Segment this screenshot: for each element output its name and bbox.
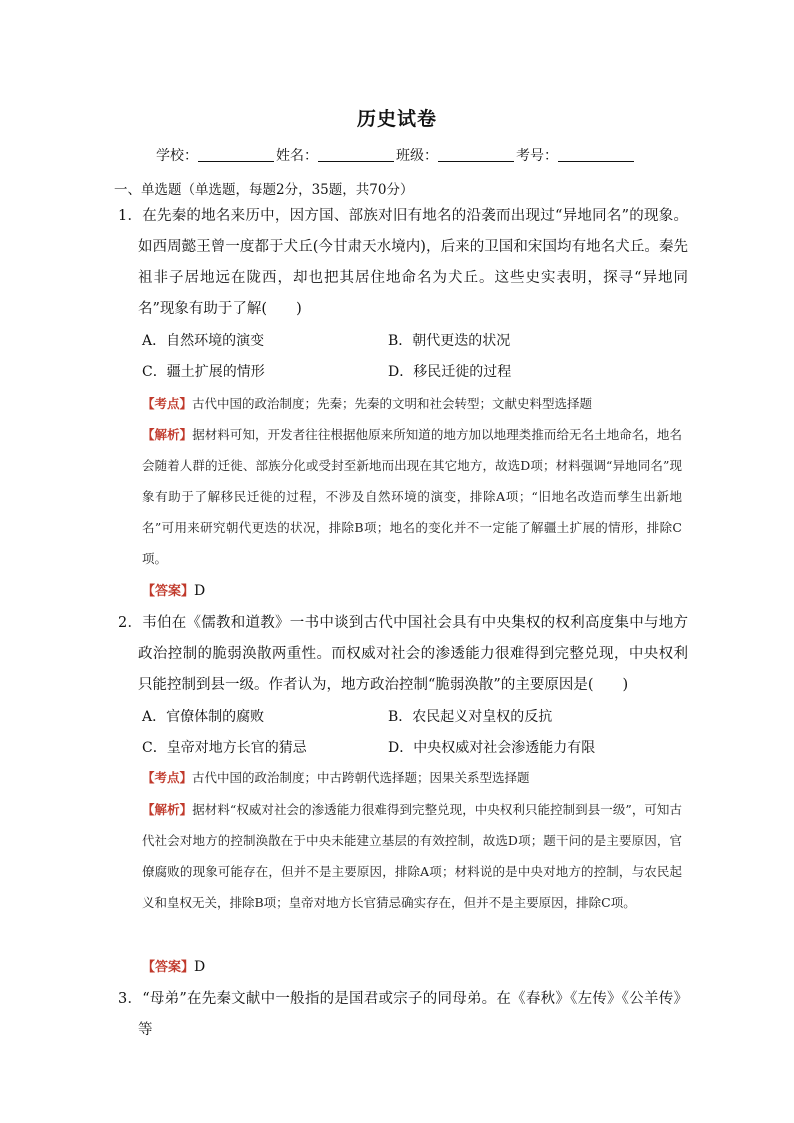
option-b[interactable]: B．朝代更迭的状况 bbox=[388, 333, 511, 349]
name-label: 姓名： bbox=[276, 148, 318, 164]
section-title: 一、单选题（单选题，每题2分，35题，共70分） bbox=[114, 182, 414, 198]
jiexi-text: 据材料“权威对社会的渗透能力很难得到完整兑现，中央权利只能控制到县一级”，可知古代社会对地方的控制涣散在于中央未能建立基层的有效控制，故选D项；题干问的是主要原因，官僚腐败的现象可能存在，但并不是主要原因，排除A项；材料说的是中央对地方的控制，与农民起义和皇权无关，排除B项；皇帝对地方长官猜忌确实存在，但并不是主要原因，排除C项。 bbox=[142, 802, 682, 910]
jiexi-tag: 【解析】 bbox=[142, 427, 193, 442]
question-2 bbox=[118, 608, 688, 701]
question-2-kaodian bbox=[142, 762, 682, 793]
answer-tag: 【答案】 bbox=[142, 584, 195, 599]
question-1-answer bbox=[142, 580, 205, 599]
class-blank[interactable] bbox=[438, 147, 514, 162]
answer-value: D bbox=[194, 583, 206, 599]
question-2-options bbox=[142, 702, 682, 764]
id-blank[interactable] bbox=[558, 147, 634, 162]
question-1-stem: 1．在先秦的地名来历中，因方国、部族对旧有地名的沿袭而出现过“异地同名”的现象。如西周懿王曾一度都于犬丘(今甘肃天水境内)，后来的卫国和宋国均有地名犬丘。秦先祖非子居地远在陇西，却也把其居住地命名为犬丘。这些史实表明，探寻“异地同名”现象有助于了解( ) bbox=[118, 208, 688, 317]
kaodian-text: 古代中国的政治制度；中古跨朝代选择题；因果关系型选择题 bbox=[192, 770, 530, 785]
answer-tag: 【答案】 bbox=[142, 960, 195, 975]
answer-value: D bbox=[194, 959, 206, 975]
option-c[interactable]: C．疆土扩展的情形 bbox=[142, 364, 265, 380]
question-2-stem: 2．韦伯在《儒教和道教》一书中谈到古代中国社会具有中央集权的权利高度集中与地方政治控制的脆弱涣散两重性。而权威对社会的渗透能力很难得到完整兑现，中央权利只能控制到县一级。作者认为，地方政治控制“脆弱涣散”的主要原因是( ) bbox=[118, 615, 688, 693]
school-blank[interactable] bbox=[198, 147, 274, 162]
option-d[interactable]: D．移民迁徙的过程 bbox=[388, 364, 512, 380]
option-a[interactable]: A．官僚体制的腐败 bbox=[142, 709, 265, 725]
kaodian-tag: 【考点】 bbox=[142, 770, 193, 785]
question-1 bbox=[118, 201, 688, 325]
kaodian-tag: 【考点】 bbox=[142, 396, 193, 411]
jiexi-tag: 【解析】 bbox=[142, 802, 193, 817]
page-title: 历史试卷 bbox=[356, 108, 437, 130]
class-label: 班级： bbox=[396, 148, 438, 164]
question-1-options bbox=[142, 326, 682, 388]
question-1-kaodian bbox=[142, 388, 682, 419]
name-blank[interactable] bbox=[318, 147, 394, 162]
id-label: 考号： bbox=[516, 148, 558, 164]
student-info-row bbox=[156, 145, 636, 165]
option-b[interactable]: B．农民起义对皇权的反抗 bbox=[388, 709, 553, 725]
option-d[interactable]: D．中央权威对社会渗透能力有限 bbox=[388, 740, 596, 756]
question-2-answer bbox=[142, 956, 205, 975]
school-label: 学校： bbox=[156, 148, 198, 164]
option-a[interactable]: A．自然环境的演变 bbox=[142, 333, 265, 349]
question-2-jiexi bbox=[142, 794, 682, 918]
question-3 bbox=[118, 984, 688, 1046]
option-c[interactable]: C．皇帝对地方长官的猜忌 bbox=[142, 740, 307, 756]
jiexi-text: 据材料可知，开发者往往根据他原来所知道的地方加以地理类推而给无名土地命名，地名会随着人群的迁徙、部族分化或受封至新地而出现在其它地方，故选D项；材料强调“异地同名”现象有助于了解移民迁徙的过程，不涉及自然环境的演变，排除A项；“旧地名改造而孳生出新地名”可用来研究朝代更迭的状况，排除B项；地名的变化并不一定能了解疆土扩展的情形，排除C项。 bbox=[142, 427, 682, 566]
kaodian-text: 古代中国的政治制度；先秦；先秦的文明和社会转型；文献史料型选择题 bbox=[192, 396, 593, 411]
question-1-jiexi bbox=[142, 419, 682, 574]
question-3-stem: 3．“母弟”在先秦文献中一般指的是国君或宗子的同母弟。在《春秋》《左传》《公羊传》等 bbox=[118, 991, 688, 1038]
